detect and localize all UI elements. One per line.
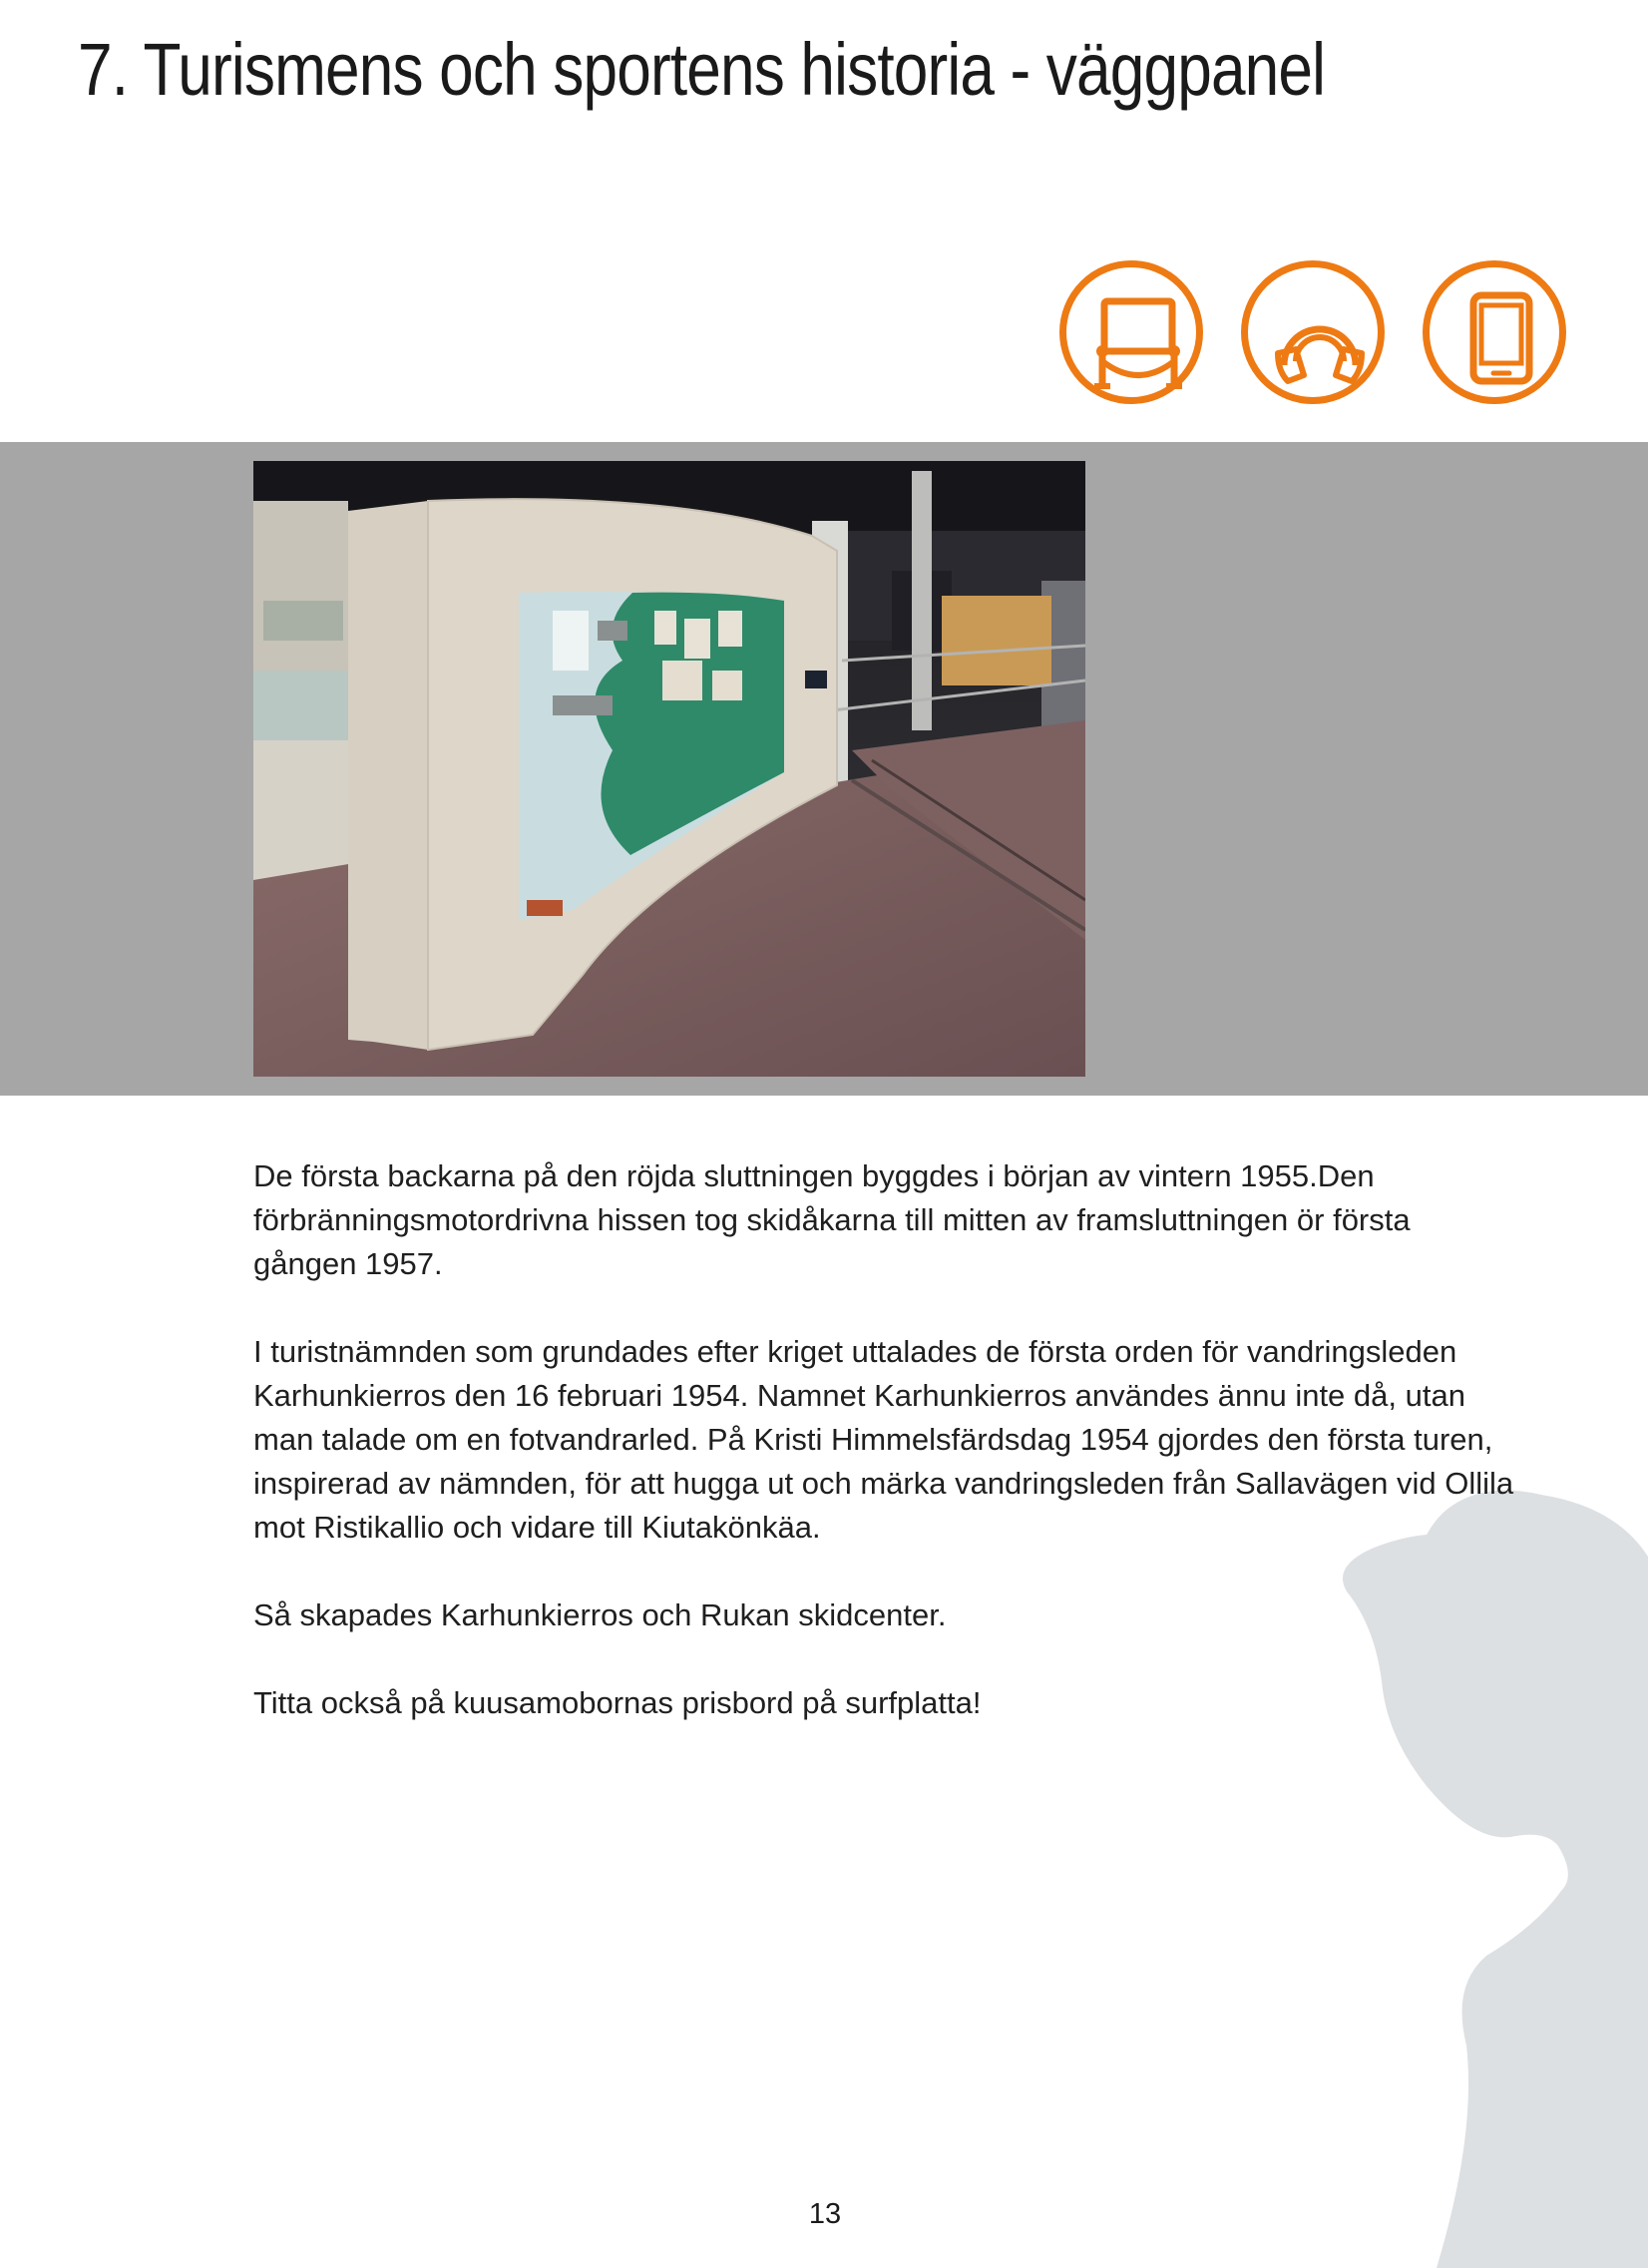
- body-text: [253, 1154, 1520, 1769]
- page-title: 7. Turismens och sportens historia - väggpanel: [78, 28, 1326, 111]
- paragraph: Så skapades Karhunkierros och Rukan skidcenter.: [253, 1597, 947, 1632]
- paragraph: Titta också på kuusamobornas prisbord på surfplatta!: [253, 1685, 982, 1720]
- tablet-icon: [1423, 260, 1566, 404]
- page-number: 13: [808, 2198, 842, 2230]
- media-icons: [1059, 260, 1572, 410]
- paragraph: De första backarna på den röjda sluttningen byggdes i början av vintern 1955.Den förbränningsmotordrivna hissen tog skidåkarna till mitten av framsluttningen ör första gången 1957.: [253, 1158, 1411, 1281]
- headphones-icon: [1241, 260, 1385, 404]
- paragraph: I turistnämnden som grundades efter kriget uttalades de första orden för vandringsleden Karhunkierros den 16 februari 1954. Namnet Karhunkierros användes ännu inte då, utan man talade om en fotvandrarled. På Kristi Himmelsfärdsdag 1954 gjordes den första turen, inspirerad av nämnden, för att hugga ut och märka vandringsleden från Sallavägen vid Ollila mot Ristikallio och vidare till Kiutakönkäa.: [253, 1334, 1514, 1545]
- exhibition-photo: [253, 461, 1085, 1077]
- exhibit-display-icon: [1059, 260, 1203, 404]
